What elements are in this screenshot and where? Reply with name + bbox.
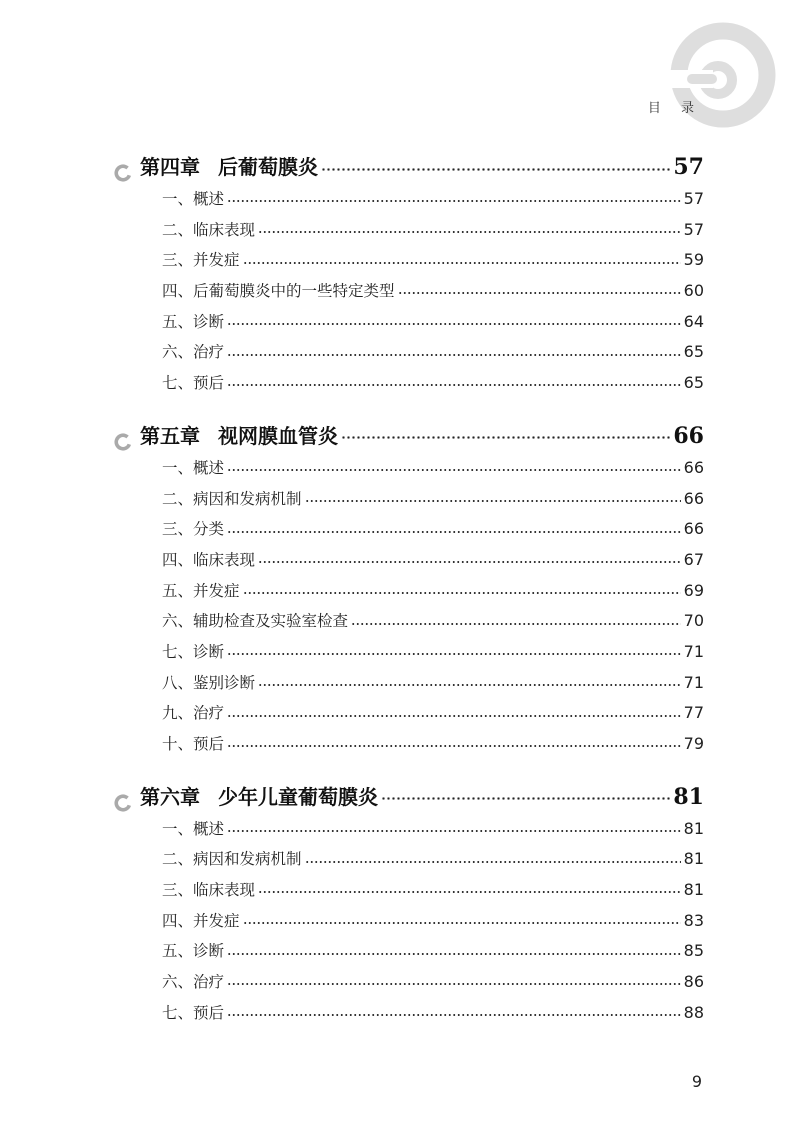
dot-leader xyxy=(381,797,670,800)
entry-label: 一、概述 xyxy=(162,819,225,838)
entry-label: 九、治疗 xyxy=(162,704,225,723)
toc-entry[interactable] xyxy=(114,453,704,484)
entry-page: 60 xyxy=(683,281,704,301)
page-number: 9 xyxy=(691,1072,702,1091)
entry-page: 70 xyxy=(683,611,704,631)
toc-entry[interactable] xyxy=(114,337,704,368)
dot-leader xyxy=(227,1014,681,1016)
dot-leader xyxy=(227,323,681,325)
dot-leader xyxy=(305,500,681,502)
entry-page: 81 xyxy=(683,849,704,869)
toc-entry[interactable] xyxy=(114,484,704,515)
toc-entry[interactable] xyxy=(114,936,704,967)
toc-entry[interactable] xyxy=(114,729,704,760)
entry-label: 七、预后 xyxy=(162,374,225,393)
toc-entry[interactable] xyxy=(114,514,704,545)
chapter-swirl-icon xyxy=(114,427,132,445)
dot-leader xyxy=(258,231,681,233)
entry-page: 71 xyxy=(683,641,704,661)
chapter-heading[interactable] xyxy=(114,419,704,453)
entry-page: 57 xyxy=(683,219,704,239)
toc-entry[interactable] xyxy=(114,844,704,875)
entry-page: 81 xyxy=(683,818,704,838)
dot-leader xyxy=(227,384,681,386)
entry-page: 85 xyxy=(683,941,704,961)
toc-entry[interactable] xyxy=(114,576,704,607)
entry-page: 57 xyxy=(683,189,704,208)
toc-entry[interactable] xyxy=(114,184,704,215)
chapter-page: 66 xyxy=(673,422,704,449)
toc-entry[interactable] xyxy=(114,698,704,729)
entry-label: 六、治疗 xyxy=(162,343,225,362)
entry-page: 86 xyxy=(683,972,704,992)
chapter-heading[interactable] xyxy=(114,780,704,814)
toc-entry[interactable] xyxy=(114,307,704,338)
dot-leader xyxy=(243,922,681,924)
toc-entry[interactable] xyxy=(114,875,704,906)
entry-page: 65 xyxy=(683,373,704,393)
chapter-number: 第四章 xyxy=(140,155,200,179)
entry-page: 64 xyxy=(683,311,704,331)
dot-leader xyxy=(227,354,681,356)
dot-leader xyxy=(351,623,681,625)
dot-leader xyxy=(227,715,681,717)
toc-entry[interactable] xyxy=(114,814,704,845)
dot-leader xyxy=(341,436,670,439)
dot-leader xyxy=(258,684,681,686)
dot-leader xyxy=(398,292,681,294)
entry-label: 八、鉴别诊断 xyxy=(162,673,256,692)
toc-entry[interactable] xyxy=(114,368,704,399)
entry-label: 二、病因和发病机制 xyxy=(162,489,302,508)
entry-label: 六、治疗 xyxy=(162,973,225,992)
entry-label: 五、诊断 xyxy=(162,942,225,961)
entry-page: 67 xyxy=(683,549,704,569)
chapter-page: 81 xyxy=(673,783,704,810)
chapter-gap xyxy=(114,399,704,419)
entry-label: 六、辅助检查及实验室检查 xyxy=(162,612,349,631)
entry-page: 79 xyxy=(683,734,704,753)
section-label: 目 录 xyxy=(647,101,702,116)
dot-leader xyxy=(227,953,681,955)
entry-page: 81 xyxy=(683,880,704,900)
entry-page: 66 xyxy=(683,519,704,539)
entry-label: 五、并发症 xyxy=(162,581,240,600)
toc-entry[interactable] xyxy=(114,606,704,637)
toc-entry[interactable] xyxy=(114,668,704,699)
toc-entry[interactable] xyxy=(114,276,704,307)
chapter-swirl-icon xyxy=(114,158,132,176)
entry-page: 66 xyxy=(683,457,704,477)
dot-leader xyxy=(258,891,681,893)
dot-leader xyxy=(227,200,681,202)
chapter-swirl-icon xyxy=(114,788,132,806)
entry-label: 四、并发症 xyxy=(162,911,240,930)
entry-page: 59 xyxy=(683,250,704,270)
entry-label: 十、预后 xyxy=(162,735,225,753)
entry-label: 一、概述 xyxy=(162,458,225,477)
chapter-title: 少年儿童葡萄膜炎 xyxy=(218,784,378,809)
entry-label: 七、预后 xyxy=(162,1003,225,1022)
toc-entry[interactable] xyxy=(114,906,704,937)
entry-page: 69 xyxy=(683,580,704,600)
toc-entry[interactable] xyxy=(114,998,704,1029)
table-of-contents xyxy=(114,150,704,1029)
dot-leader xyxy=(243,262,681,264)
dot-leader xyxy=(321,168,670,171)
dot-leader xyxy=(258,561,681,563)
chapter-title: 后葡萄膜炎 xyxy=(218,155,318,179)
dot-leader xyxy=(227,745,681,747)
toc-entry[interactable] xyxy=(114,545,704,576)
entry-label: 三、分类 xyxy=(162,520,225,539)
dot-leader xyxy=(243,592,681,594)
entry-label: 三、临床表现 xyxy=(162,881,256,900)
entry-label: 七、诊断 xyxy=(162,642,225,661)
dot-leader xyxy=(227,830,681,832)
entry-page: 65 xyxy=(683,342,704,362)
chapter-number: 第六章 xyxy=(140,784,200,809)
chapter-gap xyxy=(114,760,704,780)
entry-page: 71 xyxy=(683,672,704,692)
entry-label: 五、诊断 xyxy=(162,312,225,331)
entry-label: 四、后葡萄膜炎中的一些特定类型 xyxy=(162,282,395,301)
entry-label: 三、并发症 xyxy=(162,251,240,270)
toc-entry[interactable] xyxy=(114,245,704,276)
dot-leader xyxy=(305,861,681,863)
entry-page: 83 xyxy=(683,910,704,930)
entry-page: 77 xyxy=(683,703,704,723)
dot-leader xyxy=(227,469,681,471)
toc-entry[interactable] xyxy=(114,967,704,998)
chapter-page: 57 xyxy=(673,154,704,180)
dot-leader xyxy=(227,983,681,985)
chapter-heading[interactable] xyxy=(114,150,704,184)
dot-leader xyxy=(227,653,681,655)
chapter-number: 第五章 xyxy=(140,423,200,448)
entry-label: 二、病因和发病机制 xyxy=(162,850,302,869)
toc-entry[interactable] xyxy=(114,637,704,668)
dot-leader xyxy=(227,531,681,533)
entry-label: 二、临床表现 xyxy=(162,220,256,239)
entry-page: 66 xyxy=(683,488,704,508)
toc-entry[interactable] xyxy=(114,215,704,246)
entry-label: 四、临床表现 xyxy=(162,550,256,569)
entry-label: 一、概述 xyxy=(162,190,225,208)
entry-page: 88 xyxy=(683,1002,704,1022)
chapter-title: 视网膜血管炎 xyxy=(218,423,338,448)
